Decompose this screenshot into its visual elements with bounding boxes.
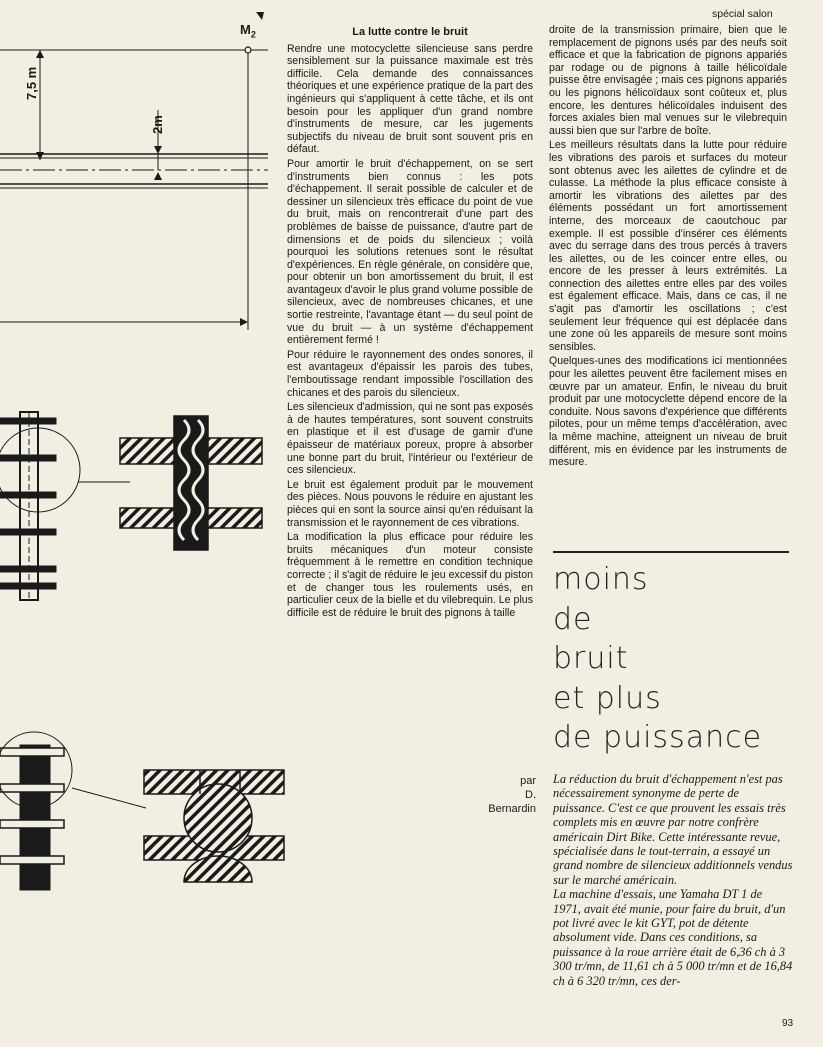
title-line: moins xyxy=(553,562,649,597)
paragraph: Les meilleurs résultats dans la lutte pour réduire les vibrations des parois et surfaces du moteur sont obtenus avec les ailettes de cylindre et de culasse. La méthode la plus efficace consiste à amortir les vibrations des ailettes par des éléments possédant un fort amortissement interne, des morceaux de caoutchouc par exemple. Il est possible d'insérer ces éléments avec du serrage dans des trous percés à travers les ailettes, ou de les coincer entre elles, ou encore de les presser à leurs extrémités. La connection des ailettes entre elles par des voiles est également efficace. Mais, dans ce cas, il ne s'agit pas d'amortir les oscillations ; c'est seulement leur fréquence qui est déplacée dans une zone où les appareils de mesure sont moins sensibles. xyxy=(549,139,787,353)
page-number: 93 xyxy=(782,1018,794,1029)
byline-initial: D. xyxy=(525,789,536,801)
paragraph: Pour réduire le rayonnement des ondes sonores, il est avantageux d'épaissir les parois des tubes, l'emboutissage rendant impossible l'oscillation des chicanes et des parois du silencieux. xyxy=(287,348,533,399)
article-column-2 xyxy=(549,24,787,471)
paragraph: droite de la transmission primaire, bien que le remplacement de pignons usés par des neufs soit efficace et que la fabrication de pignons appariés par rodage ou de pignons à taille hélicoïdale puisse être envisagée ; mais ces pignons appariés ou les pignons hélicoïdaux sont coûteux et, plus encore, les dentures hélicoïdales induisent des forces axiales bien mal venues sur le vilebrequin aussi bien que sur l'arbre de boîte. xyxy=(549,24,787,137)
height-label: 7,5 m xyxy=(24,66,39,100)
title-line: de puissance xyxy=(553,720,763,755)
article-column-1 xyxy=(287,26,533,621)
title-line: et plus xyxy=(553,680,662,716)
width-label: 2m xyxy=(150,115,165,134)
byline-name: Bernardin xyxy=(488,803,536,815)
dimension-label-m2 xyxy=(240,22,256,40)
paragraph: Quelques-unes des modifications ici mentionnées pour les ailettes peuvent être facilement mises en œuvre par un amateur. Enfin, le niveau du bruit produit par une motocyclette dépend encore de la conduite. Nous savons d'expérience que différents pilotes, pour un même temps d'accélération, avec la même machine, atteignent un niveau de bruit différent, mis en évidence par les instruments de mesure. xyxy=(549,355,787,469)
paragraph: Les silencieux d'admission, qui ne sont pas exposés à de hautes températures, sont souvent construits en plastique et il est d'usage de garnir d'une épaisseur de matériaux poreux, propre à absorber une bonne part du bruit, l'intérieur ou l'extérieur de ces silencieux. xyxy=(287,401,533,477)
paragraph: Rendre une motocyclette silencieuse sans perdre sensiblement sur la puissance maximale est très difficile. Cela demande des connaissances théoriques et une expérience pratique de la part des ingénieurs qui s'appliquent à cette tâche, et ils ont besoin pour les appliquer d'un grand nombre d'instruments de mesure, car les jugements subjectifs du niveau de bruit sont souvent pris en défaut. xyxy=(287,42,533,156)
fins-drawing-2 xyxy=(0,732,146,890)
fins-drawing-1 xyxy=(0,412,130,600)
dimension-label-height xyxy=(24,67,39,100)
m-label: M xyxy=(240,22,251,37)
fins-detail-2 xyxy=(144,770,284,882)
paragraph: La modification la plus efficace pour réduire les bruits mécaniques d'un moteur consiste fréquemment à le remettre en condition technique correcte ; il s'agit de réduire le jeu excessif du piston et de changer tous les roulements usés, en particulier ceux de la bielle et du vilebrequin. Le plus difficile est de réduire le bruit des pignons à taille xyxy=(287,531,533,619)
m-subscript: 2 xyxy=(250,29,256,40)
intro-paragraph: La réduction du bruit d'échappement n'est pas nécessairement synonyme de perte de puissance. C'est ce que prouvent les essais très complets mis en œuvre par notre confrère américain Dirt Bike. Cette intéressante revue, spécialisée dans le tout-terrain, a essayé un grand nombre de silencieux additionnels vendus sur le marché américain. xyxy=(553,772,793,887)
title-line: bruit xyxy=(553,641,629,676)
section-header: spécial salon xyxy=(712,8,773,20)
article-title xyxy=(553,560,762,758)
dimension-label-width xyxy=(150,115,165,134)
byline xyxy=(470,774,536,816)
dimension-drawing xyxy=(0,12,268,330)
intro-paragraph: La machine d'essais, une Yamaha DT 1 de 1971, avait été munie, pour faire du bruit, d'un pot livré avec le kit GYT, pot de détente absolument vide. Dans ces conditions, sa puissance à la roue arrière était de 6,36 ch à 3 300 tr/mn, de 11,61 ch à 5 000 tr/mn et de 16,84 ch à 6 320 tr/mn, ces der- xyxy=(553,887,793,988)
fins-detail-1 xyxy=(120,416,262,550)
title-line: de xyxy=(553,601,593,637)
byline-par: par xyxy=(520,775,536,787)
title-rule xyxy=(553,551,789,553)
paragraph: Le bruit est également produit par le mouvement des pièces. Nous pouvons le réduire en ajustant les pièces qui en sont la source ainsi qu'en réduisant la transmission et le rayonnement de ces vibrations. xyxy=(287,478,533,529)
paragraph: Pour amortir le bruit d'échappement, on se sert d'instruments bien connus : les pots d'échappement. Il serait possible de calculer et de dessiner un silencieux très efficace du point de vue du bruit, mais on rencontrerait d'une part des problèmes de baisse de puissance, d'autre part de dimensions et de poids du silencieux ; voilà pourquoi les solutions retenues sont le résultat d'expériences. En règle générale, on considère que, pour obtenir un bon amortissement du bruit, il est avantageux d'avoir le plus grand volume possible de silencieux, avec de nombreuses chicanes, et une sortie restreinte, l'avantage étant — du seul point de vue du bruit — à un système d'échappement entièrement fermé ! xyxy=(287,157,533,347)
intro-text xyxy=(553,772,793,988)
article-heading: La lutte contre le bruit xyxy=(352,26,468,38)
